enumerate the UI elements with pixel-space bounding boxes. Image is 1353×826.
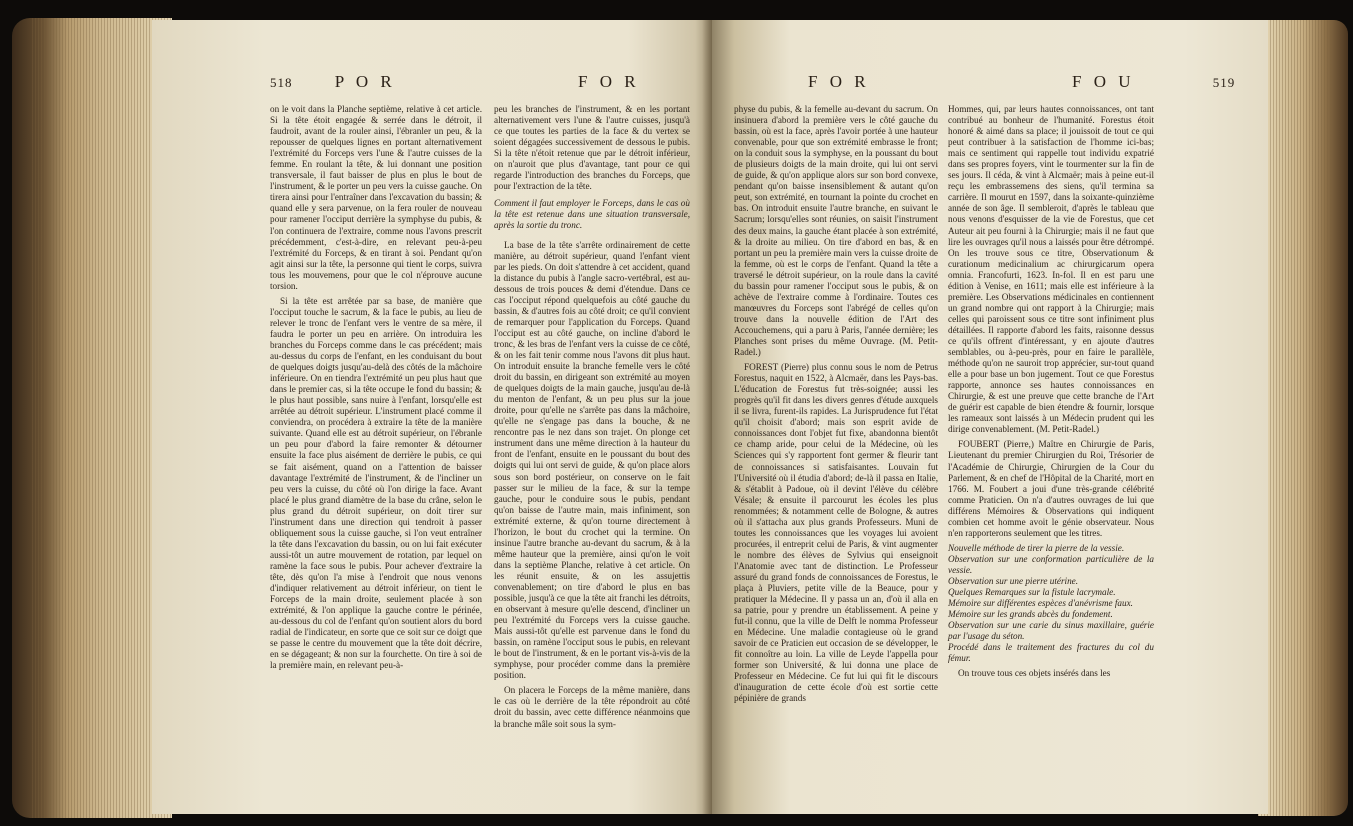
list-item: Observation sur une carie du sinus maxillaire, guérie par l'usage du séton.	[948, 620, 1154, 642]
paragraph: Si la tête est arrêtée par sa base, de manière que l'occiput touche le sacrum, & la face le pubis, au lieu de relever le tronc de l'enfant vers le ventre de sa mère, il faudra le porter un peu en arrière. On introduira les branches du Forceps comme dans le cas précédent; mais au-dessus du corps de l'enfant, en les conduisant du bout de quelques doigts jusqu'au-delà des côtés de la mâchoire inférieure. On en tiendra l'extrémité un peu plus haut que dans le premier cas, si la tête occupe le fond du bassin; & le plus haut possible, sans nuire à l'enfant, lorsqu'elle est arrêtée au détroit supérieur. L'instrument placé comme il conviendra, on procédera à extraire la tête de la manière suivante. Quand elle est au détroit supérieur, on l'ébranle un peu pour d'abord la faire remonter & détourner ensuite la face plus aisément de derrière le pubis, ce qui se fait aisément, quand on a l'attention de baisser davantage l'extrémité de l'instrument, & de l'incliner un peu vers la cuisse, du côté où l'on dirige la face. Avant placé le plus grand diamètre de la base du crâne, selon le plus grand du détroit supérieur, on doit tirer sur l'instrument dans une direction qui tendroit à passer obliquement sous la cuisse gauche, si l'on veut entraîner la tête dans l'excavation du bassin, ou on lui fait exécuter aussi-tôt un autre mouvement de rotation, par lequel on ramène la face sous le pubis. Pour achever d'extraire la tête, dès qu'on l'a mise à l'endroit que nous venons d'indiquer relativement au détroit inférieur, on tient le Forceps de la main droite, seulement placée à son extrémité, & l'on applique la gauche contre le périnée, au-dessous du col de l'enfant qu'on soutient alors du bord radial de l'indicateur, en sorte que ce soit sur ce doigt que se passe le centre du mouvement que la tête doit décrire, en se dégageant; & non sur la fourchette. On tire à soi de la première main, en relevant peu-à-	[270, 295, 482, 671]
left-page	[152, 20, 712, 814]
list-item: Mémoire sur différentes espèces d'anévrisme faux.	[948, 598, 1133, 609]
right-page-header	[1072, 72, 1235, 92]
list-item: Mémoire sur les grands abcès du fondement.	[948, 609, 1113, 620]
running-head: F O R	[578, 72, 640, 91]
running-head: P O R	[334, 72, 396, 91]
list-item: Observation sur une conformation particulière de la vessie.	[948, 553, 1154, 575]
paragraph: on le voit dans la Planche septième, relative à cet article. Si la tête étoit engagée & serrée dans le détroit, il faudroit, avant de la rouler ainsi, l'ébranler un peu, & la repousser de quelques lignes en portant alternativement l'extrémité du Forceps vers l'une & l'autre cuisses de la femme. En roulant la tête, & lui donnant une position transversale, il faut baisser de plus en plus le bout de l'instrument, & le porter un peu vers la cuisse gauche. On tirera ainsi pour l'entraîner dans l'excavation du bassin; & quand elle y sera parvenue, on la fera rouler de nouveau pour ramener l'occiput derrière la symphyse du pubis, & l'on continuera de l'extraire, comme nous l'avons prescrit précédemment, c'est-à-dire, en relevant peu-à-peu l'extrémité du Forceps, & en tirant à soi. Pendant qu'on agit ainsi sur la tête, la personne qui tient le corps, suivra tous les mouvemens, pour que le col n'éprouve aucune torsion.	[270, 104, 482, 291]
works-list	[948, 543, 1154, 665]
left-page-edges	[12, 18, 172, 818]
page-number: 518	[270, 75, 293, 90]
right-page-edges	[1258, 20, 1348, 816]
paragraph: peu les branches de l'instrument, & en les portant alternativement vers l'une & l'autre cuisses, jusqu'à ce que toutes les parties de la face & du vertex se soient dégagées successivement de dessous le pubis. Si la tête n'étoit retenue que par le détroit inférieur, on n'auroit que plus d'avantage, tant pour ce qui regarde l'introduction des branches du Forceps, que pour l'extraction de la tête.	[494, 104, 690, 192]
text-column	[948, 104, 1154, 683]
list-item: Quelques Remarques sur la fistule lacrymale.	[948, 587, 1116, 598]
paragraph: FOREST (Pierre) plus connu sous le nom de Petrus Forestus, naquit en 1522, à Alcmaër, dans les Pays-bas. L'éducation de Forestus fut très-soignée; aussi les progrès qu'il fit dans les divers genres d'étude auxquels il se livra, furent-ils rapides. La Jurisprudence fut l'état qu'il choisit d'abord; mais son esprit avide de connoissances dont l'objet fut fixe, abandonna bientôt ce champ aride, pour celui de la Médecine, où les Sciences qui s'y rapportent font germer & fleurir tant de connoissances si satisfaisantes. Louvain fut l'Université où il étudia d'abord; de-là il passa en Italie, & s'établit à Padoue, où il devint l'élève du célèbre Vésale; & ensuite il parcourut les écoles les plus renommées; & notamment celle de Bologne, & autres où il s'attacha aux plus grands Professeurs. Muni de toutes les connoissances que les voyages lui avoient procurées, il entreprit celui de Paris, & vint augmenter le nombre des élèves de Sylvius qui enseignoit l'Anatomie avec tant de distinction. Le Professeur assuré du grand fonds de connoissances de Forestus, le plaça à Pluviers, petite ville de la Beauce, pour y pratiquer la Médecine. Il y passa un an, d'où il alla en sa patrie, pour y prendre un établissement. A peine y fut-il connu, que la ville de Delft le nomma Professeur en Médecine. Une maladie contagieuse où le grand savoir de ce Praticien eut occasion de se développer, le fit connoître au loin. La ville de Leyde l'appella pour former son Université, & lui donna une place de Professeur en Médecine. Ce fut lui qui fit le discours d'inauguration de cette école d'où est sortie cette pépinière de grands	[734, 362, 938, 704]
list-item: Nouvelle méthode de tirer la pierre de la vessie.	[948, 542, 1125, 553]
list-item: Procédé dans le traitement des fractures du col du fémur.	[948, 642, 1154, 664]
text-column	[494, 104, 690, 734]
running-head: F O U	[1072, 72, 1135, 91]
left-page-header	[270, 72, 396, 92]
paragraph: On trouve tous ces objets insérés dans les	[958, 668, 1111, 679]
paragraph: On placera le Forceps de la même manière, dans le cas où le derrière de la tête répondroit au côté droit du bassin, avec cette différence néanmoins que la branche mâle soit sous la sym-	[494, 685, 690, 729]
paragraph: FOUBERT (Pierre,) Maître en Chirurgie de Paris, Lieutenant du premier Chirurgien du Roi, Trésorier de l'Académie de Chirurgie, Chirurgien de la Cour du Parlement, & en chef de l'Hôpital de la Charité, mort en 1766. M. Foubert a joui d'une très-grande célébrité comme Praticien. On n'a d'autres ouvrages de lui que différens Mémoires & Observations qui indiquent combien cet homme avoit le génie observateur. Nous n'en rapporterons seulement que les titres.	[948, 439, 1154, 538]
list-item: Observation sur une pierre utérine.	[948, 575, 1079, 586]
running-head: F O R	[808, 72, 870, 91]
paragraph: Hommes, qui, par leurs hautes connoissances, ont tant contribué au bonheur de l'humanité. Forestus étoit honoré & aimé dans sa place; il jouissoit de tout ce qui peut contribuer à la satisfaction de l'homme ici-bas; mais ce sentiment qui rappelle tout individu expatrié dans ses propres foyers, vint le tourmenter sur la fin de ses jours. Il céda, & vint à Alcmaër; mais à peine eut-il reçu les embrassemens des siens, qu'il termina sa carrière. Il mourut en 1597, dans la soixante-quinzième année de son âge. Il sembleroit, d'après le tableau que nous venons d'esquisser de la vie de Forestus, que cet Auteur ait peu fourni à la Chirurgie; mais il ne faut que lire les ouvrages qu'il nous a laissés pour être détrompé. On les trouve sous ce titre, Observationum & curationum medicinalium ac chirurgicarum opera omnia. Francofurti, 1623. In-fol. Il en est paru une édition à Venise, en 1611; mais elle est inférieure à la première. Les Observations médicinales en contiennent un grand nombre qui ont rapport à la Chirurgie; mais celles qui paroissent sous ce titre sont infiniment plus détaillées. Il rapporte d'abord les faits, raisonne dessus ce qu'ils offrent d'intéressant, y en ajoute d'autres semblables, ou à-peu-près, pour en faire le parallèle, méthode qu'on ne sauroit trop apprécier, sur-tout quand elle a pour base un bon jugement. Tout ce que Forestus rapporte, annonce ses hautes connoissances en Chirurgie, & est une preuve que cette branche de l'Art de guérir est capable de bien étendre & fournir, lorsque les rameaux sont laissés à un Médecin prudent qui les dirige convenablement. (M. Petit-Radel.)	[948, 104, 1154, 435]
paragraph: physe du pubis, & la femelle au-devant du sacrum. On insinuera d'abord la première vers le côté gauche du bassin, où est la face, après l'avoir portée à une hauteur convenable, pour que son extrémité embrasse le front; on la conduit sous la symphyse, en la poussant du bout de plusieurs doigts de la main droite, qui lui ont servi de guide, & qu'on applique alors sur son bord convexe, pendant qu'on baisse insensiblement & autant qu'on peut, son extrémité, en tournant la pointe du crochet en bas. On introduit ensuite l'autre branche, en suivant le Sacrum; lorsqu'elles sont réunies, on saisit l'instrument des deux mains, la gauche étant placée à son extrémité, & la droite au milieu. On tire d'abord en bas, & en portant un peu la première main vers la cuisse droite de la femme, où est le corps de l'enfant. Quand la tête a traversé le détroit supérieur, on la roule dans la cavité du bassin pour ramener l'occiput sous le pubis, & on achève de l'extraire comme à l'ordinaire. Toutes ces manœuvres du Forceps sont l'abrégé de celles qu'on trouve dans la nouvelle édition de l'Art des Accouchemens, qui a paru à Paris, l'année dernière; les Planches sont prises du même Ouvrage. (M. Petit-Radel.)	[734, 104, 938, 358]
text-column	[734, 104, 938, 709]
right-page	[712, 20, 1268, 814]
section-heading: Comment il faut employer le Forceps, dans le cas où la tête est retenue dans une situation transversale, après la sortie du tronc.	[494, 198, 690, 231]
page-number: 519	[1212, 75, 1236, 90]
text-column	[270, 104, 482, 675]
open-book	[12, 14, 1348, 820]
paragraph: La base de la tête s'arrête ordinairement de cette manière, au détroit supérieur, quand l'enfant vient par les pieds. On doit s'attendre à cet accident, quand la distance du pubis à l'angle sacro-vertébral, est au-dessous de trois pouces & demi d'étendue. Dans ce cas l'occiput répond quelquefois au côté gauche du bassin, & d'autres fois au côté droit; ce qu'il convient de remarquer pour l'application du Forceps. Quand l'occiput est au côté gauche, on incline d'abord le tronc, & les bras de l'enfant vers la cuisse de ce côté, & on les fait tenir comme nous l'avons dit plus haut. On introduit ensuite la branche femelle vers le côté droit du bassin, en dirigeant son extrémité au moyen de quelques doigts de la main gauche, jusqu'au de-là du menton de l'enfant, & un peu plus sur la joue droite, pour qu'elle ne s'arrête pas dans la mâchoire, qu'elle ne s'engage pas dans la bouche, & ne rencontre pas le nez dans son trajet. On plonge cet instrument dans une même direction à la hauteur du front de l'enfant, ensuite en le poussant du bout des doigts qui lui ont servi de guide, & qu'on place alors sous son bord postérieur, on conserve on le fait passer sur le milieu de la face, & sur la tempe gauche, pour le conduire sous le pubis, pendant qu'on baisse de l'autre main, mais infiniment, son extrémité externe, & qu'on tourne directement à l'horizon, le bout du crochet qui la termine. On insinue l'autre branche au-devant du sacrum, & à la même hauteur que la première, ainsi qu'on le voit dans la septième Planche, relative à cet article. On les réunit ensuite, & on les assujettis convenablement; on tire d'abord le plus en bas possible, jusqu'à ce que la tête ait franchi les détroits, en observant à mesure qu'elle descend, d'incliner un peu l'extrémité du Forceps vers la cuisse gauche. Mais aussi-tôt qu'elle est parvenue dans le fond du bassin, on ramène l'occiput sous le pubis, en relevant le bout de l'instrument, & en le portant vis-à-vis de la symphyse, pour procéder comme dans la première position.	[494, 239, 690, 681]
